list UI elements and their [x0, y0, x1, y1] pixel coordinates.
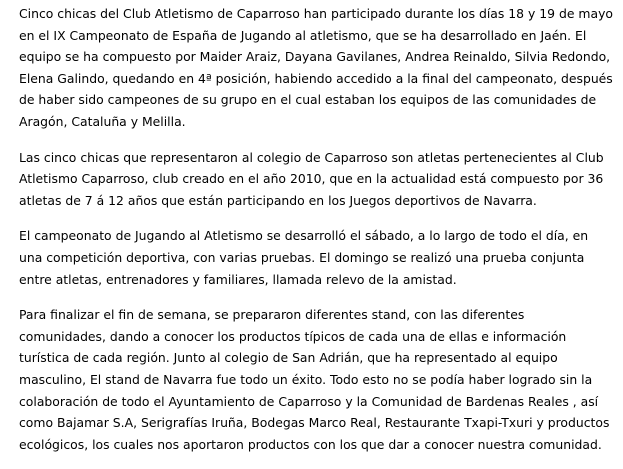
text-line: equipo se ha compuesto por Maider Araiz, Dayana Gavilanes, Andrea Reinaldo, Silvia Redondo,	[19, 49, 611, 65]
text-line: atletas de 7 á 12 años que están participando en los Juegos deportivos de Navarra.	[19, 192, 537, 208]
paragraph-2	[19, 147, 619, 212]
text-line: Cinco chicas del Club Atletismo de Caparroso han participado durante los días 18 y 19 de mayo	[19, 6, 613, 21]
text-line: en el IX Campeonato de España de Jugando al atletismo, que se ha desarrollado en Jaén. El	[19, 27, 587, 43]
text-line: de haber sido campeones de su grupo en el cual estaban los equipos de las comunidades de	[19, 92, 597, 108]
text-line: Las cinco chicas que representaron al colegio de Caparroso son atletas pertenecientes al Club	[19, 149, 604, 165]
text-line: Aragón, Cataluña y Melilla.	[19, 113, 186, 129]
text-line: turística de cada región. Junto al colegio de San Adrián, que ha representado al equipo	[19, 350, 558, 366]
text-line: como Bajamar S.A, Serigrafías Iruña, Bodegas Marco Real, Restaurante Txapi-Txuri y productos	[19, 415, 610, 431]
paragraph-4	[19, 304, 619, 455]
text-line: ecológicos, los cuales nos aportaron productos con los que dar a conocer nuestra comunidad.	[19, 436, 602, 452]
text-line: El campeonato de Jugando al Atletismo se desarrolló el sábado, a lo largo de todo el día, en	[19, 228, 589, 244]
paragraph-3	[19, 225, 619, 290]
text-line: colaboración de todo el Ayuntamiento de Caparroso y la Comunidad de Bardenas Reales , así	[19, 393, 599, 409]
text-line: masculino, El stand de Navarra fue todo un éxito. Todo esto no se podía haber logrado sin la	[19, 371, 593, 387]
text-line: comunidades, dando a conocer los productos típicos de cada una de ellas e información	[19, 328, 567, 344]
text-line: Elena Galindo, quedando en 4ª posición, habiendo accedido a la final del campeonato, después	[19, 70, 613, 86]
text-line: Para finalizar el fin de semana, se prepararon diferentes stand, con las diferentes	[19, 307, 525, 323]
document-body	[19, 3, 619, 469]
paragraph-1	[19, 3, 619, 133]
text-line: entre atletas, entrenadores y familiares, llamada relevo de la amistad.	[19, 271, 457, 287]
text-line: Atletismo Caparroso, club creado en el año 2010, que en la actualidad está compuesto por 36	[19, 171, 604, 187]
text-line: una competición deportiva, con varias pruebas. El domingo se realizó una prueba conjunta	[19, 249, 585, 265]
